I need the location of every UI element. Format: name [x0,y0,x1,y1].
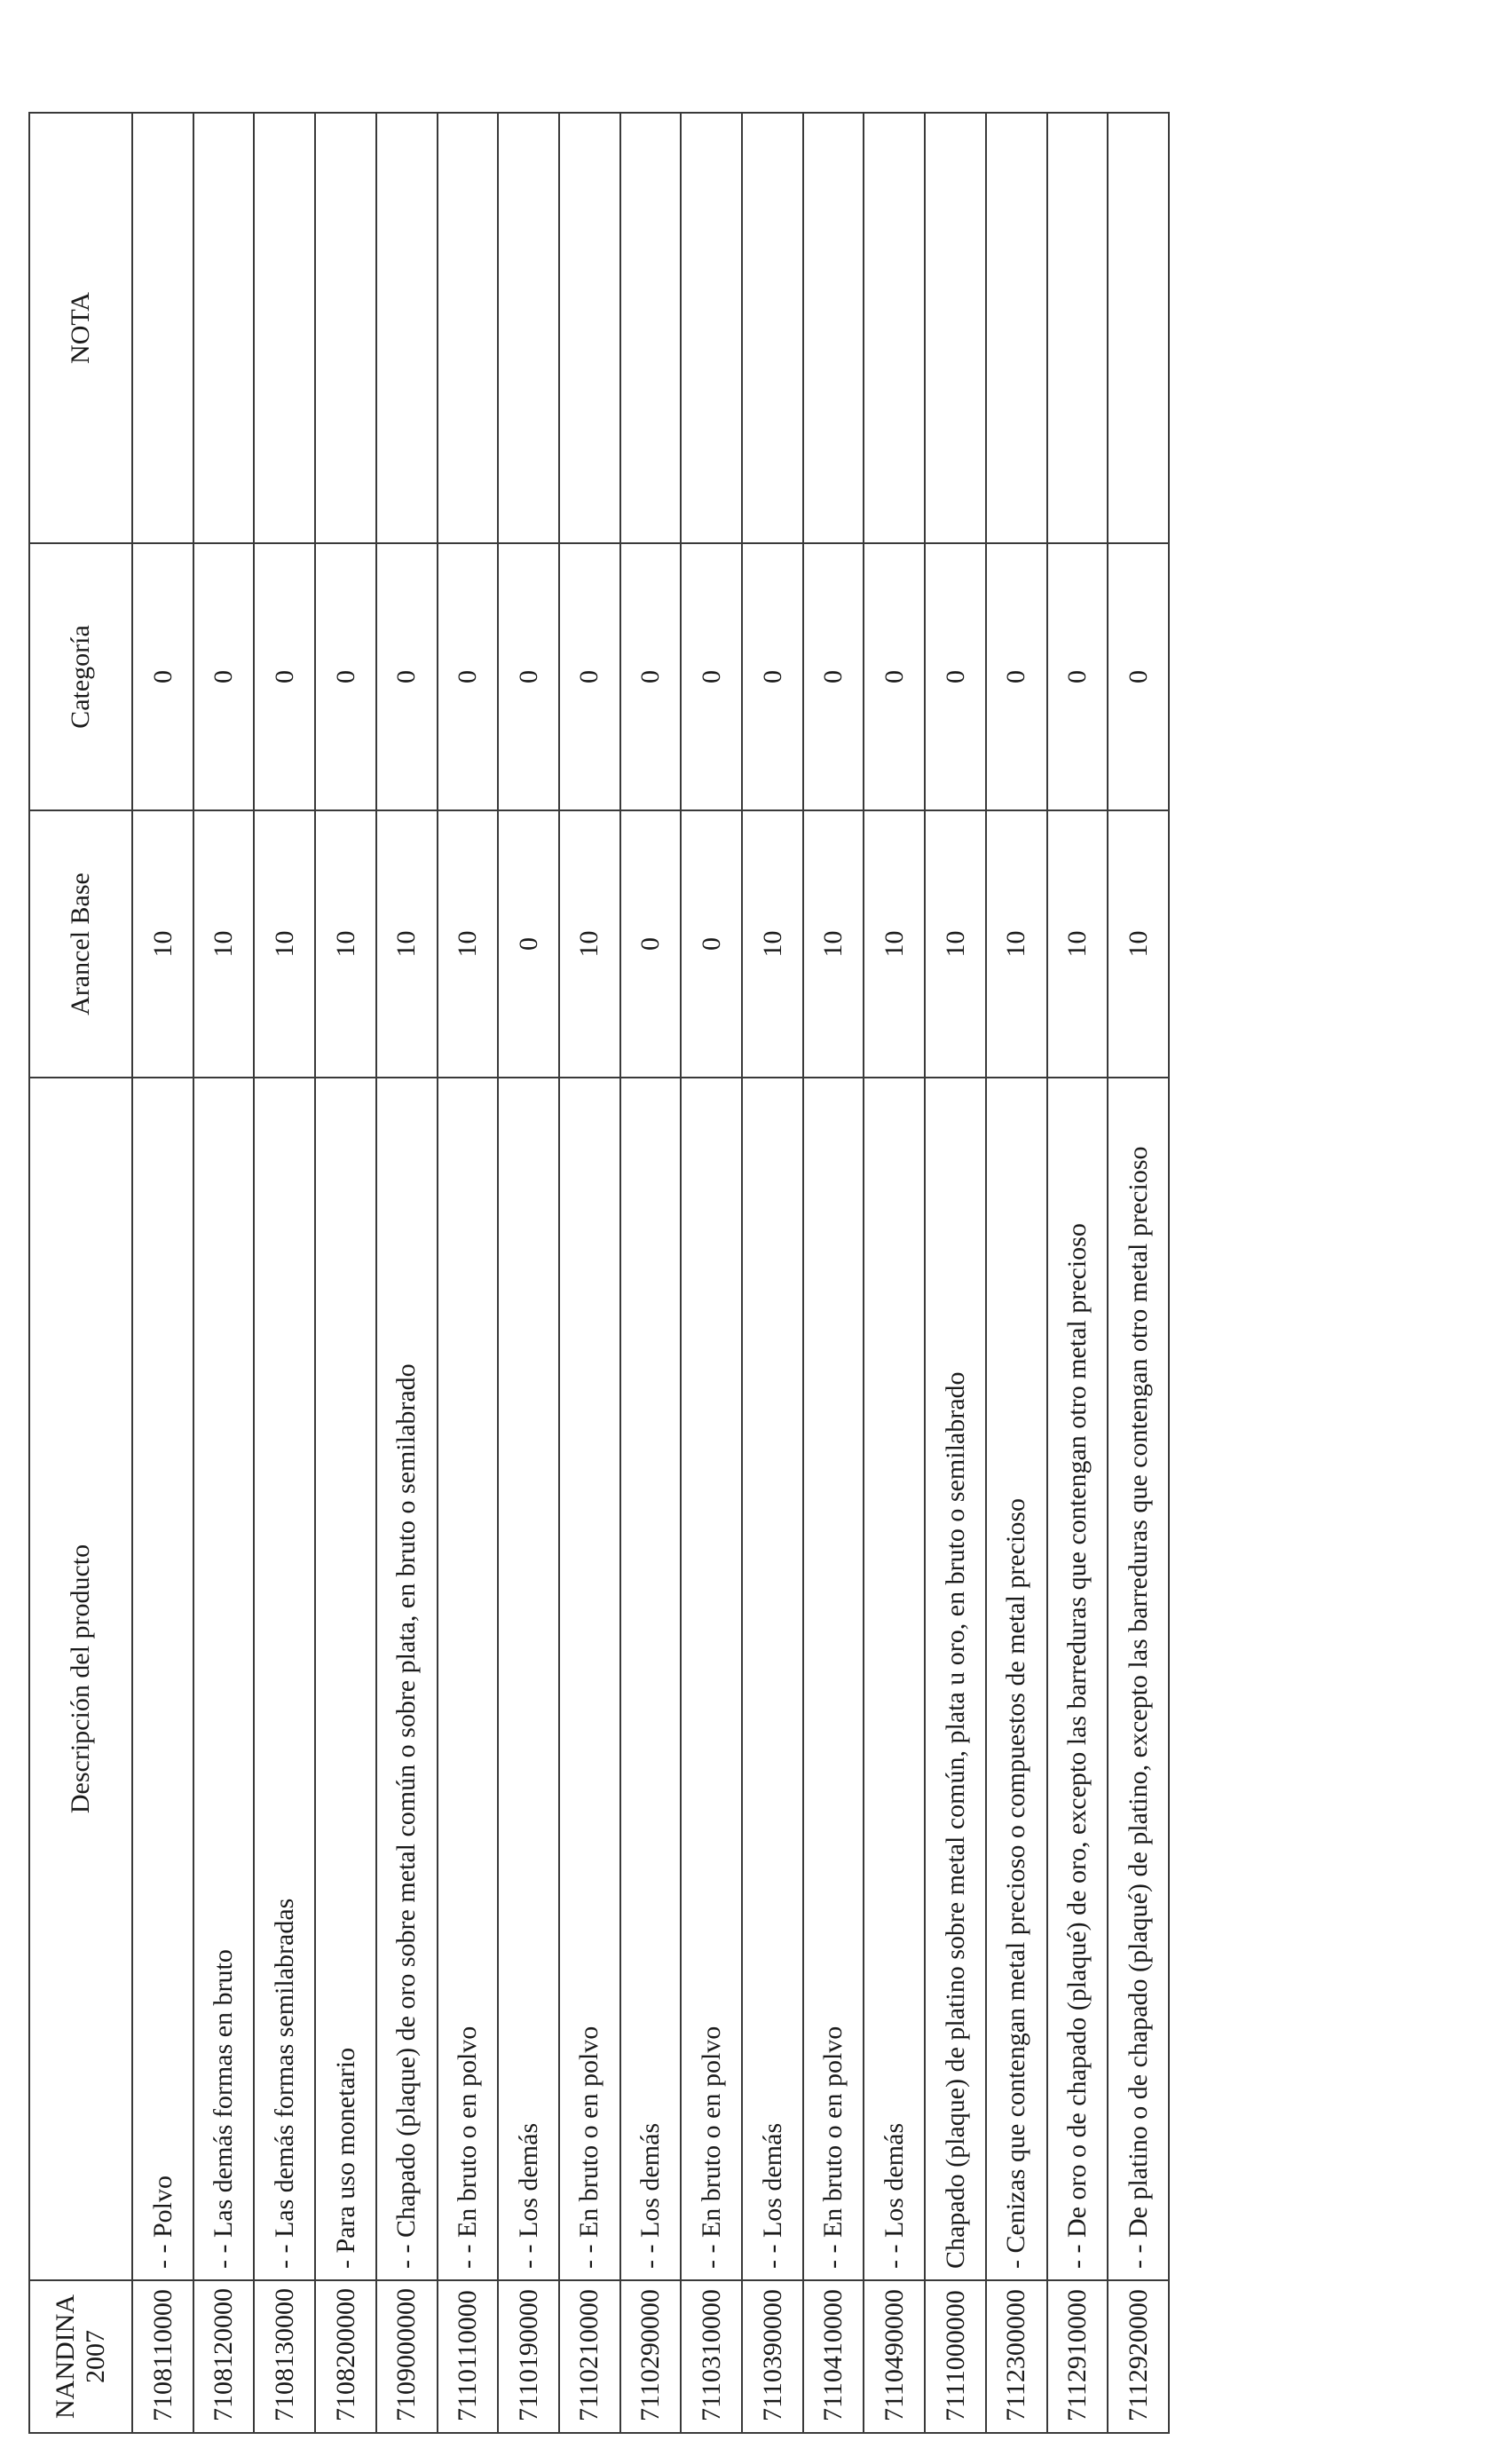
table-row [864,113,925,2433]
row-base-tariff: 10 [438,810,499,1078]
row-note [193,113,255,543]
row-code: 7112910000 [1047,2280,1108,2433]
row-note [925,113,986,543]
row-code: 7108120000 [193,2280,255,2433]
row-category: 0 [620,543,682,810]
row-base-tariff: 10 [376,810,438,1078]
row-code: 7108200000 [315,2280,376,2433]
row-note [681,113,742,543]
table-row [132,113,193,2433]
row-base-tariff: 0 [620,810,682,1078]
row-base-tariff: 10 [925,810,986,1078]
header-category: Categoría [29,543,132,810]
header-code: NANDINA 2007 [29,2280,132,2433]
row-description: - - De platino o de chapado (plaqué) de platino, excepto las barreduras que contengan otro metal precioso [1108,1078,1169,2280]
row-code: 7112300000 [986,2280,1047,2433]
row-base-tariff: 10 [193,810,255,1078]
row-description: - Cenizas que contengan metal precioso o compuestos de metal precioso [986,1078,1047,2280]
row-category: 0 [925,543,986,810]
row-description: - - Los demás [864,1078,925,2280]
row-description: - - Los demás [742,1078,803,2280]
table-row [254,113,315,2433]
table-row [986,113,1047,2433]
row-code: 7108130000 [254,2280,315,2433]
row-base-tariff: 10 [254,810,315,1078]
row-description: - - En bruto o en polvo [681,1078,742,2280]
row-category: 0 [864,543,925,810]
row-base-tariff: 0 [498,810,559,1078]
row-code: 7110110000 [438,2280,499,2433]
header-row [29,113,132,2433]
tariff-table [28,112,1170,2434]
row-base-tariff: 10 [803,810,864,1078]
row-description: - - De oro o de chapado (plaqué) de oro, excepto las barreduras que contengan otro metal precioso [1047,1078,1108,2280]
row-base-tariff: 10 [986,810,1047,1078]
table-row [742,113,803,2433]
row-base-tariff: 10 [559,810,620,1078]
row-code: 7110410000 [803,2280,864,2433]
table-row [559,113,620,2433]
row-code: 7110310000 [681,2280,742,2433]
row-base-tariff: 10 [132,810,193,1078]
header-description: Descripción del producto [29,1078,132,2280]
row-category: 0 [1047,543,1108,810]
row-base-tariff: 10 [1108,810,1169,1078]
row-category: 0 [376,543,438,810]
row-note [1108,113,1169,543]
row-note [315,113,376,543]
row-category: 0 [742,543,803,810]
table-row [925,113,986,2433]
header-base-tariff: Arancel Base [29,810,132,1078]
row-note [864,113,925,543]
row-note [132,113,193,543]
table-row [620,113,682,2433]
table-body [132,113,1169,2433]
row-code: 7110190000 [498,2280,559,2433]
table-row [376,113,438,2433]
row-base-tariff: 10 [864,810,925,1078]
row-note [498,113,559,543]
row-base-tariff: 10 [1047,810,1108,1078]
row-base-tariff: 10 [315,810,376,1078]
row-description: - - En bruto o en polvo [438,1078,499,2280]
row-code: 7110210000 [559,2280,620,2433]
row-category: 0 [498,543,559,810]
rotated-page [28,114,1170,2434]
table-row [803,113,864,2433]
row-category: 0 [438,543,499,810]
row-note [254,113,315,543]
row-note [620,113,682,543]
row-description: - Para uso monetario [315,1078,376,2280]
row-description: - - En bruto o en polvo [559,1078,620,2280]
row-note [742,113,803,543]
row-note [559,113,620,543]
row-category: 0 [1108,543,1169,810]
row-code: 7109000000 [376,2280,438,2433]
table-row [315,113,376,2433]
table-row [193,113,255,2433]
row-description: - - Los demás [498,1078,559,2280]
row-category: 0 [132,543,193,810]
row-code: 7112920000 [1108,2280,1169,2433]
row-code: 7110290000 [620,2280,682,2433]
table-row [498,113,559,2433]
row-description: - - Polvo [132,1078,193,2280]
row-description: - - Las demás formas semilabradas [254,1078,315,2280]
row-category: 0 [803,543,864,810]
row-description: - - Chapado (plaque) de oro sobre metal común o sobre plata, en bruto o semilabrado [376,1078,438,2280]
row-code: 7111000000 [925,2280,986,2433]
row-category: 0 [681,543,742,810]
row-note [986,113,1047,543]
row-base-tariff: 0 [681,810,742,1078]
header-note: NOTA [29,113,132,543]
table-row [1108,113,1169,2433]
row-note [803,113,864,543]
row-category: 0 [315,543,376,810]
row-note [376,113,438,543]
row-description: Chapado (plaque) de platino sobre metal común, plata u oro, en bruto o semilabrado [925,1078,986,2280]
row-description: - - Los demás [620,1078,682,2280]
row-category: 0 [986,543,1047,810]
row-category: 0 [254,543,315,810]
row-base-tariff: 10 [742,810,803,1078]
row-code: 7108110000 [132,2280,193,2433]
row-description: - - Las demás formas en bruto [193,1078,255,2280]
row-note [1047,113,1108,543]
row-note [438,113,499,543]
table-row [681,113,742,2433]
row-code: 7110390000 [742,2280,803,2433]
row-category: 0 [193,543,255,810]
table-row [1047,113,1108,2433]
table-row [438,113,499,2433]
row-description: - - En bruto o en polvo [803,1078,864,2280]
row-category: 0 [559,543,620,810]
row-code: 7110490000 [864,2280,925,2433]
